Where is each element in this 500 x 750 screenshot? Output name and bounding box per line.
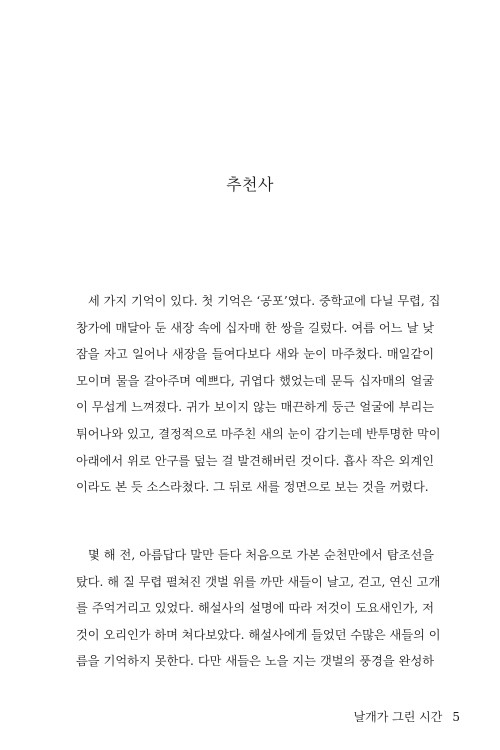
paragraph-line: 를 주억거리고 있었다. 해설사의 설명에 따라 저것이 도요새인가, 저 <box>76 601 434 616</box>
paragraph-line: 몇 해 전, 아름답다 말만 듣다 처음으로 가본 순천만에서 탐조선을 <box>88 548 434 562</box>
paragraph-line: 창가에 매달아 둔 새장 속에 십자매 한 쌍을 길렀다. 여름 어느 날 낮 <box>76 320 434 335</box>
paragraph-line: 모이며 물을 갈아주며 예쁘다, 귀엽다 했었는데 문득 십자매의 얼굴 <box>76 373 434 388</box>
page-number: 5 <box>452 710 460 724</box>
paragraph-2 <box>76 542 441 675</box>
paragraph-line: 름을 기억하지 못한다. 다만 새들은 노을 지는 갯벌의 풍경을 완성하 <box>76 654 434 669</box>
paragraph-line: 이라도 본 듯 소스라쳤다. 그 뒤로 새를 정면으로 보는 것을 꺼렸다. <box>76 480 429 495</box>
paragraph-1 <box>76 288 441 501</box>
paragraph-line: 것이 오리인가 하며 쳐다보았다. 해설사에게 들었던 수많은 새들의 이 <box>76 627 441 642</box>
running-footer-title: 날개가 그린 시간 <box>353 710 443 724</box>
paragraph-line: 튀어나와 있고, 결정적으로 마주친 새의 눈이 감기는데 반투명한 막이 <box>76 426 441 441</box>
paragraph-line: 세 가지 기억이 있다. 첫 기억은 ‘공포’였다. 중학교에 다닐 무렵, 집 <box>88 294 441 308</box>
chapter-title: 추천사 <box>226 175 274 194</box>
paragraph-line: 잠을 자고 일어나 새장을 들여다보다 새와 눈이 마주쳤다. 매일같이 <box>76 347 434 362</box>
paragraph-line: 아래에서 위로 안구를 덮는 걸 발견해버린 것이다. 흡사 작은 외계인 <box>76 453 434 468</box>
page-footer <box>354 708 460 725</box>
paragraph-line: 탔다. 해 질 무렵 펼쳐진 갯벌 위를 까만 새들이 날고, 걷고, 연신 고개 <box>76 574 441 589</box>
paragraph-line: 이 무섭게 느껴졌다. 귀가 보이지 않는 매끈하게 둥근 얼굴에 부리는 <box>76 400 434 415</box>
